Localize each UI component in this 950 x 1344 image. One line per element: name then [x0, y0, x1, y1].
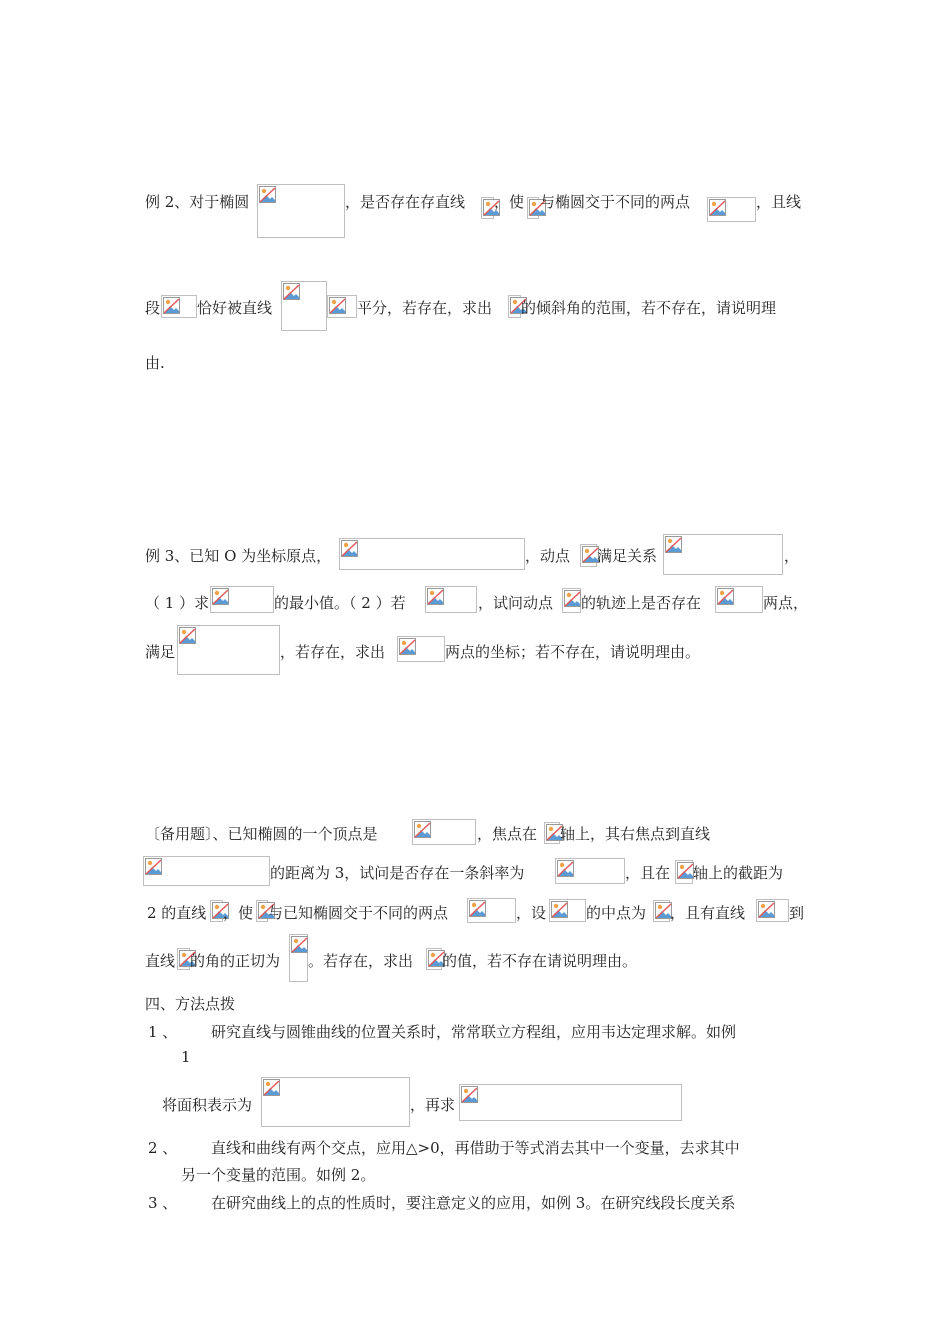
text: 的角的正切为 [190, 952, 281, 970]
formula-image [549, 899, 586, 922]
formula-image [261, 1077, 410, 1127]
formula-image [257, 184, 345, 238]
formula-image [715, 586, 763, 613]
text: ，且线 [756, 193, 802, 211]
formula-image [143, 856, 270, 886]
formula-image [580, 544, 597, 567]
formula-image [425, 586, 477, 613]
broken-image-icon [341, 540, 359, 558]
text: 另一个变量的范围。如例 2。 [181, 1166, 376, 1184]
text: 到 [789, 904, 805, 922]
broken-image-icon [758, 901, 776, 919]
broken-image-icon [179, 627, 197, 645]
text: ，动点 [525, 547, 571, 565]
text: ，再求 [410, 1096, 456, 1114]
text: 满足关系 [597, 547, 658, 565]
broken-image-icon [399, 638, 417, 656]
text: 与椭圆交于不同的两点 [540, 193, 691, 211]
text: ，焦点在 [477, 825, 538, 843]
formula-image [467, 898, 516, 923]
text: 的中点为 [586, 904, 647, 922]
text: 1 [181, 1048, 191, 1066]
text: 。若存在，求出 [308, 952, 414, 970]
section-heading: 四、方法点拨 [145, 995, 236, 1013]
formula-image [426, 948, 442, 970]
text: 直线和曲线有两个交点，应用△>0，再借助于等式消去其中一个变量，去求其中 [211, 1139, 740, 1157]
broken-image-icon [709, 199, 727, 217]
formula-image [210, 900, 223, 922]
text: 的最小值。（ 2 ）若 [274, 594, 406, 612]
text: ，若存在，求出 [280, 643, 386, 661]
text: 平分，若存在，求出 [357, 299, 493, 317]
broken-image-icon [259, 186, 277, 204]
text: ，且有直线 [670, 904, 746, 922]
broken-image-icon [329, 297, 347, 315]
broken-image-icon [163, 297, 181, 315]
text: 恰好被直线 [197, 299, 273, 317]
formula-image [177, 625, 280, 675]
text: 段 [145, 299, 161, 317]
broken-image-icon [564, 590, 582, 608]
text: 在研究曲线上的点的性质时，要注意定义的应用，如例 3。在研究线段长度关系 [211, 1194, 736, 1212]
text: 轴上的截距为 [693, 864, 784, 882]
formula-image [707, 197, 756, 222]
formula-image [210, 586, 274, 613]
formula-image [177, 948, 190, 970]
broken-image-icon [469, 900, 487, 918]
text: 两点的坐标；若不存在，请说明理由。 [445, 643, 701, 661]
text: 2 的直线 [147, 904, 207, 922]
item-number: 1 、 [148, 1023, 178, 1041]
text: ，设 [516, 904, 547, 922]
formula-image [289, 934, 308, 982]
broken-image-icon [665, 536, 683, 554]
formula-image [562, 588, 581, 613]
formula-image [161, 295, 197, 318]
broken-image-icon [291, 936, 309, 954]
text: ，试问动点 [478, 594, 554, 612]
text: 直线 [145, 952, 176, 970]
formula-image [544, 822, 560, 844]
text: ，且在 [625, 864, 671, 882]
broken-image-icon [212, 588, 230, 606]
formula-image [663, 534, 783, 575]
formula-image [327, 295, 357, 318]
text: ， [784, 547, 800, 565]
text: 的轨迹上是否存在 [581, 594, 702, 612]
text: 与已知椭圆交于不同的两点 [268, 904, 449, 922]
text: 两点， [763, 594, 809, 612]
formula-image [397, 636, 445, 662]
formula-image [653, 900, 670, 922]
text: 的距离为 3，试问是否存在一条斜率为 [270, 864, 525, 882]
text: 满足 [145, 643, 176, 661]
broken-image-icon [263, 1079, 281, 1097]
text: 例 2、对于椭圆 [145, 193, 250, 211]
broken-image-icon [717, 588, 735, 606]
text: ，是否存在存直线 [345, 193, 466, 211]
formula-image [675, 860, 693, 884]
text: 〔备用题〕、已知椭圆的一个顶点是 [145, 825, 378, 843]
formula-image [339, 538, 525, 570]
text: 的倾斜角的范围，若不存在，请说明理 [521, 299, 777, 317]
broken-image-icon [557, 860, 575, 878]
text: 由. [145, 354, 165, 372]
broken-image-icon [145, 858, 163, 876]
broken-image-icon [283, 283, 301, 301]
text: 将面积表示为 [162, 1096, 253, 1114]
broken-image-icon [551, 901, 569, 919]
text: ，使 [223, 904, 254, 922]
formula-image [756, 899, 789, 922]
formula-image [412, 819, 476, 845]
item-number: 3 、 [148, 1194, 178, 1212]
formula-image [481, 197, 494, 219]
text: ，使 [494, 193, 525, 211]
text: 例 3、已知 O 为坐标原点， [145, 547, 332, 565]
item-number: 2 、 [148, 1139, 178, 1157]
text: 轴上，其右焦点到直线 [560, 825, 711, 843]
formula-image [555, 858, 625, 884]
formula-image [459, 1084, 682, 1121]
broken-image-icon [414, 821, 432, 839]
broken-image-icon [461, 1086, 479, 1104]
text: 研究直线与圆锥曲线的位置关系时，常常联立方程组，应用韦达定理求解。如例 [211, 1023, 737, 1041]
formula-image [527, 197, 539, 219]
broken-image-icon [427, 588, 445, 606]
text: （ 1 ）求 [145, 594, 210, 612]
text: 的值，若不存在请说明理由。 [442, 952, 638, 970]
formula-image [281, 281, 327, 331]
formula-image [508, 295, 521, 318]
formula-image [256, 900, 268, 922]
